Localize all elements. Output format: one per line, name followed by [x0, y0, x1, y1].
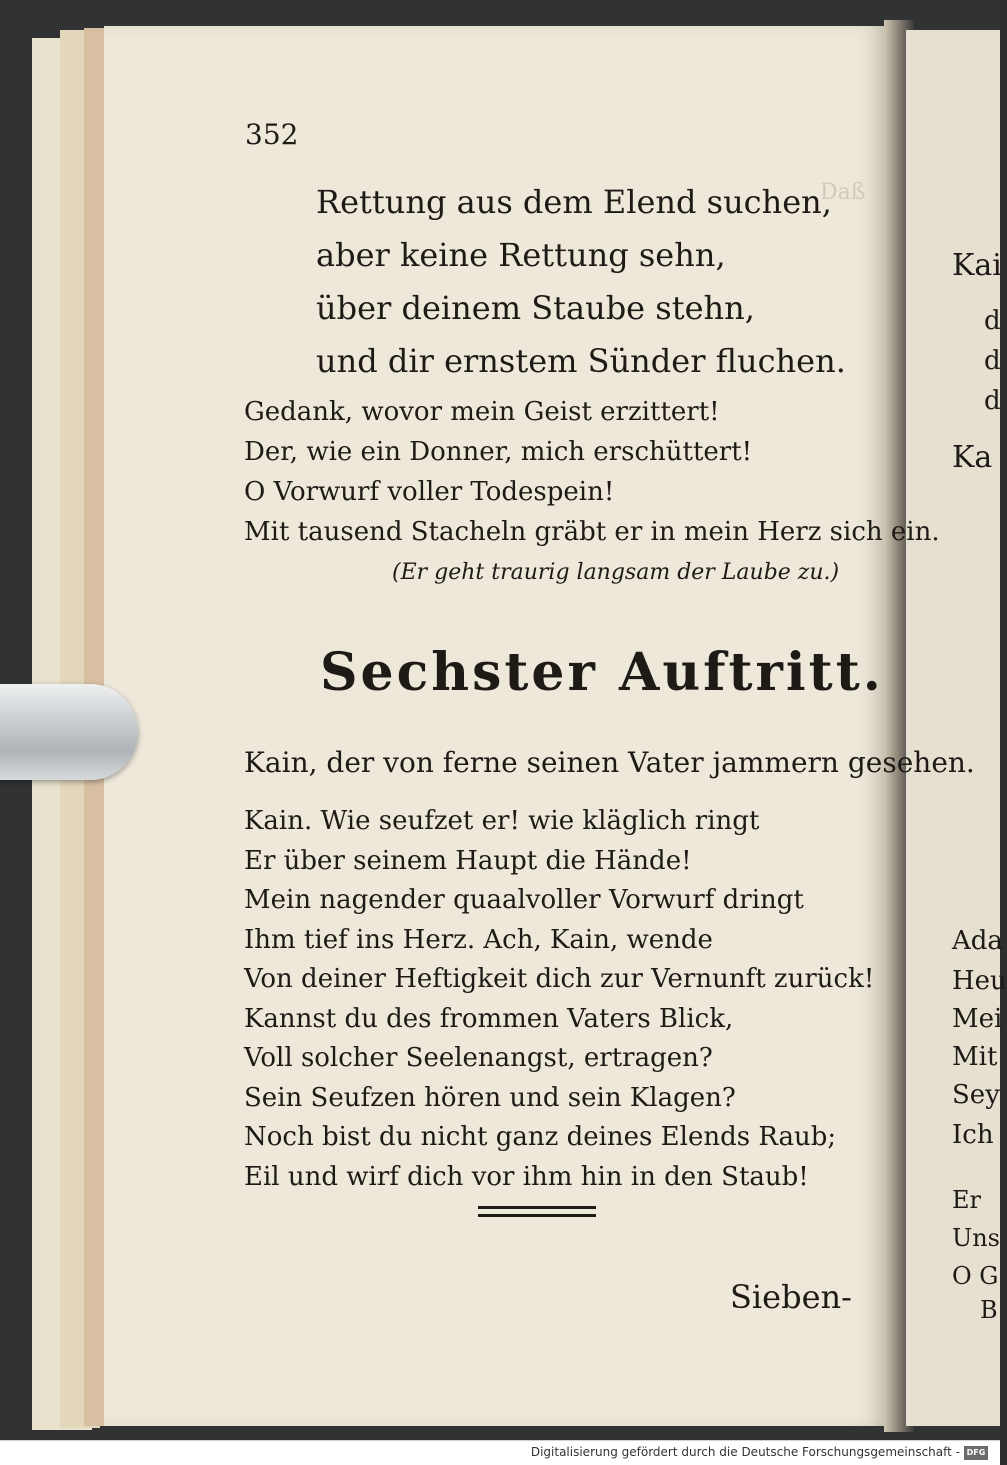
speech-line: Sein Seufzen hören und sein Klagen?	[244, 1082, 736, 1113]
right-page	[906, 30, 1003, 1426]
catchword: Sieben-	[730, 1278, 852, 1316]
speech-line: Kannst du des frommen Vaters Blick,	[244, 1003, 734, 1034]
right-page-fragment: O G	[952, 1262, 999, 1290]
speech-line: Mein nagender quaalvoller Vorwurf dringt	[244, 885, 804, 915]
verse-line: Gedank, wovor mein Geist erzittert!	[244, 397, 720, 427]
speech-line: Kain. Wie seufzet er! wie kläglich ringt	[244, 806, 760, 836]
speech-line: Ihm tief ins Herz. Ach, Kain, wende	[244, 924, 713, 955]
stage-direction: (Er geht traurig langsam der Laube zu.)	[392, 560, 840, 585]
right-page-fragment: Er	[952, 1186, 981, 1214]
right-page-fragment: d	[984, 306, 1001, 336]
speech-block	[244, 802, 874, 1197]
speech-line: Von deiner Heftigkeit dich zur Vernunft zurück!	[244, 964, 875, 994]
double-rule-top	[478, 1206, 596, 1209]
right-page-fragment: Ka	[952, 440, 993, 475]
speech-line: Eil und wirf dich vor ihm hin in den Staub!	[244, 1161, 809, 1192]
verse-line: Rettung aus dem Elend suchen,	[316, 183, 832, 221]
verse-block-1	[316, 176, 846, 388]
right-page-fragment: Ada	[952, 926, 1003, 956]
verse-line: Der, wie ein Donner, mich erschüttert!	[244, 437, 753, 467]
speech-line: Voll solcher Seelenangst, ertragen?	[244, 1043, 713, 1073]
verse-line: und dir ernstem Sünder fluchen.	[316, 342, 846, 380]
right-page-fragment: B	[980, 1296, 998, 1324]
footer-bar	[0, 1440, 1000, 1465]
right-page-fragment: Ich	[952, 1120, 994, 1150]
right-page-fragment: Heu	[952, 966, 1007, 996]
footer-credit: Digitalisierung gefördert durch die Deutsche Forschungsgemeinschaft -	[530, 1445, 960, 1459]
show-through-text	[260, 1210, 267, 1235]
show-through-text: Daß	[820, 180, 866, 205]
scene-heading: Sechster Auftritt.	[320, 642, 884, 703]
right-page-fragment: d	[984, 346, 1001, 376]
right-page-fragment: Mit	[952, 1042, 998, 1072]
scene-subheading: Kain, der von ferne seinen Vater jammern gesehen.	[244, 746, 975, 779]
right-page-fragment: Kai	[952, 248, 1002, 283]
speech-line: Er über seinem Haupt die Hände!	[244, 845, 692, 876]
page-holder-clip	[0, 684, 138, 780]
speech-line: Noch bist du nicht ganz deines Elends Raub;	[244, 1122, 837, 1152]
verse-line: aber keine Rettung sehn,	[316, 236, 726, 274]
dfg-logo-icon: DFG	[964, 1446, 988, 1460]
right-page-fragment: Sey	[952, 1080, 1000, 1110]
verse-line: O Vorwurf voller Todespein!	[244, 477, 615, 507]
right-page-fragment: Mei	[952, 1004, 1003, 1034]
page-number: 352	[245, 118, 299, 151]
right-page-fragment: Uns	[952, 1224, 1000, 1252]
verse-line: Mit tausend Stacheln gräbt er in mein Herz sich ein.	[244, 517, 940, 547]
verse-block-2	[244, 392, 940, 552]
verse-line: über deinem Staube stehn,	[316, 289, 755, 327]
double-rule-bottom	[478, 1214, 596, 1217]
right-page-fragment: d	[984, 386, 1001, 416]
